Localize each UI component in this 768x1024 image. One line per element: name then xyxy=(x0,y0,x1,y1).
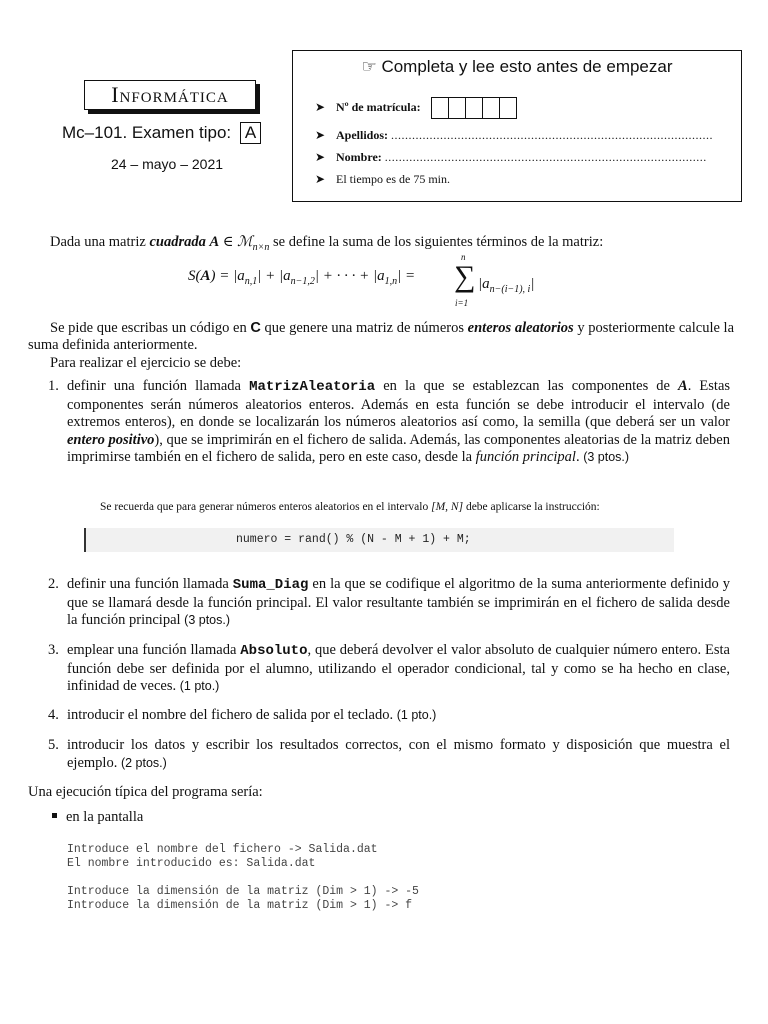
code-line: numero = rand() % (N - M + 1) + M; xyxy=(236,533,471,546)
course-name: Informática xyxy=(111,82,229,107)
function-name: MatrizAleatoria xyxy=(249,379,376,395)
item-text: Estas componentes serán números aleatorios enteros. Además en esta función se debe introducir el intervalo (de extremos enteros), en donde se localizarán los números aleatorios así como, la semilla (que deberá ser un valor xyxy=(67,378,731,430)
item-text: definir una función llamada xyxy=(67,378,241,394)
item-text: ), que se imprimirán en el fichero de salida. Además, las componentes aleatorias de la matriz deben imprimirse también en el fichero de salida, pero en este caso, desde la xyxy=(67,431,730,465)
matricula-label: Nº de matrícula: xyxy=(336,99,421,114)
exam-title xyxy=(62,122,261,144)
sum-upper-limit: n xyxy=(461,252,466,262)
note-interval: [M, N] xyxy=(431,501,464,513)
nombre-label: Nombre: xyxy=(336,150,382,164)
arrow-icon: ➤ xyxy=(315,99,326,114)
apellidos-label: Apellidos: xyxy=(336,128,389,142)
arrow-icon: ➤ xyxy=(315,172,326,186)
arrow-icon: ➤ xyxy=(315,128,326,142)
note-tail: debe aplicarse la instrucción: xyxy=(465,501,600,513)
formula-lhs: $S(A) = |a_{n,1}| + |a_{n-1,2}|$ + · · · + $|a_{1,n}|$ = xyxy=(188,268,416,287)
item-text: introducir los datos y escribir los resultados correctos, con el mismo formato y disposición que muestra el ejemplo. xyxy=(67,737,730,771)
bullet-text: en la pantalla xyxy=(66,809,144,825)
sigma-symbol: ∑ xyxy=(454,260,476,293)
item-number: 5. xyxy=(48,737,59,753)
code-block xyxy=(84,528,674,552)
student-info-box xyxy=(292,50,742,202)
sum-lower-limit: i=1 xyxy=(455,298,469,308)
console-line: Introduce la dimensión de la matriz (Dim > 1) -> f xyxy=(67,899,413,912)
intro-text-after: se define la suma de los siguientes términos de la matriz: xyxy=(273,234,604,250)
console-line: Introduce la dimensión de la matriz (Dim > 1) -> -5 xyxy=(67,885,419,898)
tiempo-text: El tiempo es de 75 min. xyxy=(336,172,450,186)
task-text-a: Se pide que escribas un código en xyxy=(50,320,247,336)
console-line: Introduce el nombre del fichero -> Salida.dat xyxy=(67,843,378,856)
list-item xyxy=(40,576,730,630)
intro-emph: cuadrada xyxy=(149,234,206,250)
exam-type-badge: A xyxy=(240,122,261,144)
item-text: en la que se codifique el algoritmo de la suma anteriormente definido y que se llamará desde la función principal. El valor resultante también se imprimirán en el fichero de salida desde la función principal xyxy=(67,576,731,628)
list-item: 1. definir una función llamada MatrizAleatoria en la que se establezcan las componentes de A. Estas componentes serán números aleatorios enteros. Además en esta función se debe introducir el intervalo (de extremos enteros), en donde se localizarán los números aleatorios así como, la semilla (que deberá ser un valor entero positivo), que se imprimirán en el fichero de salida. Además, las componentes aleatorias de la matriz deben imprimirse también en el fichero de salida, pero en este caso, desde la función principal. (3 ptos.) xyxy=(48,378,731,465)
list-item xyxy=(40,707,730,725)
bullet-icon xyxy=(52,813,57,818)
item-number: 3. xyxy=(48,642,59,658)
nombre-field[interactable]: ............................................................................................ xyxy=(384,150,707,164)
random-note xyxy=(100,501,600,513)
item-text: introducir el nombre del fichero de salida por el teclado. xyxy=(67,707,394,723)
list-item xyxy=(40,642,730,696)
matricula-cell[interactable] xyxy=(482,97,500,119)
task-text-c: y posteriormente calcule la suma definida anteriormente. xyxy=(28,320,735,353)
bullet-item xyxy=(52,809,143,826)
item-text: en la que se establezcan las componentes de xyxy=(383,378,670,394)
arrow-icon: ➤ xyxy=(315,150,326,164)
task-description xyxy=(28,320,734,354)
apellidos-field[interactable]: ............................................................................................ xyxy=(391,128,714,142)
sum-formula xyxy=(188,268,415,287)
matricula-cell[interactable] xyxy=(465,97,483,119)
nombre-row xyxy=(315,150,733,165)
course-title xyxy=(84,80,256,110)
console-line xyxy=(67,871,419,885)
note-text: Se recuerda que para generar números enteros aleatorios en el intervalo xyxy=(100,501,429,513)
item-number: 1. xyxy=(48,378,59,394)
intro-paragraph: Dada una matriz cuadrada A ∈ ℳ$_{n\times n}$ se define la suma de los siguientes términos de la matriz: xyxy=(50,234,604,253)
tiempo-row xyxy=(315,172,450,187)
points-label: (1 pto.) xyxy=(396,708,437,722)
list-item xyxy=(40,737,730,772)
info-title-text: Completa y lee esto antes de empezar xyxy=(381,57,673,76)
matricula-cell[interactable] xyxy=(448,97,466,119)
instructions-lead: Para realizar el ejercicio se debe: xyxy=(50,355,242,371)
matricula-row xyxy=(315,97,517,119)
example-intro: Una ejecución típica del programa sería: xyxy=(28,784,263,800)
item-number: 4. xyxy=(48,707,59,723)
points-label: (1 pto.) xyxy=(179,679,220,693)
intro-text: Dada una matriz xyxy=(50,234,146,250)
matricula-cell[interactable] xyxy=(431,97,449,119)
apellidos-row xyxy=(315,128,731,143)
console-line: El nombre introducido es: Salida.dat xyxy=(67,857,316,870)
language-name: C xyxy=(250,320,261,336)
item-text: emplear una función llamada xyxy=(67,642,237,658)
item-emph: entero positivo xyxy=(67,431,155,448)
function-name: Absoluto xyxy=(240,643,308,659)
exam-prefix: Mc–101. Examen tipo: xyxy=(62,123,232,142)
points-label: (3 ptos.) xyxy=(583,450,630,464)
sum-term: $|a_{n-(i-1), i}|$ xyxy=(478,276,535,295)
matricula-cell[interactable] xyxy=(499,97,517,119)
info-box-title xyxy=(293,57,741,77)
item-number: 2. xyxy=(48,576,59,592)
function-name: Suma_Diag xyxy=(232,577,309,593)
item-text: definir una función llamada xyxy=(67,576,229,592)
task-text-b: que genere una matriz de números xyxy=(264,320,464,336)
matricula-input[interactable] xyxy=(432,97,517,119)
item-text: , que deberá devolver el valor absoluto de cualquier número entero. Esta función debe ser definida por el alumno, utilizando el operador condicional, tal y como se ha hecho en clase, infinidad de veces. xyxy=(67,642,730,694)
task-emph: enteros aleatorios xyxy=(467,320,574,336)
pointing-hand-icon: ☞ xyxy=(361,57,377,76)
item-emph: función principal xyxy=(475,449,576,465)
points-label: (3 ptos.) xyxy=(184,613,231,627)
points-label: (2 ptos.) xyxy=(120,755,167,770)
exam-date: 24 – mayo – 2021 xyxy=(110,156,224,172)
console-output xyxy=(67,843,419,913)
